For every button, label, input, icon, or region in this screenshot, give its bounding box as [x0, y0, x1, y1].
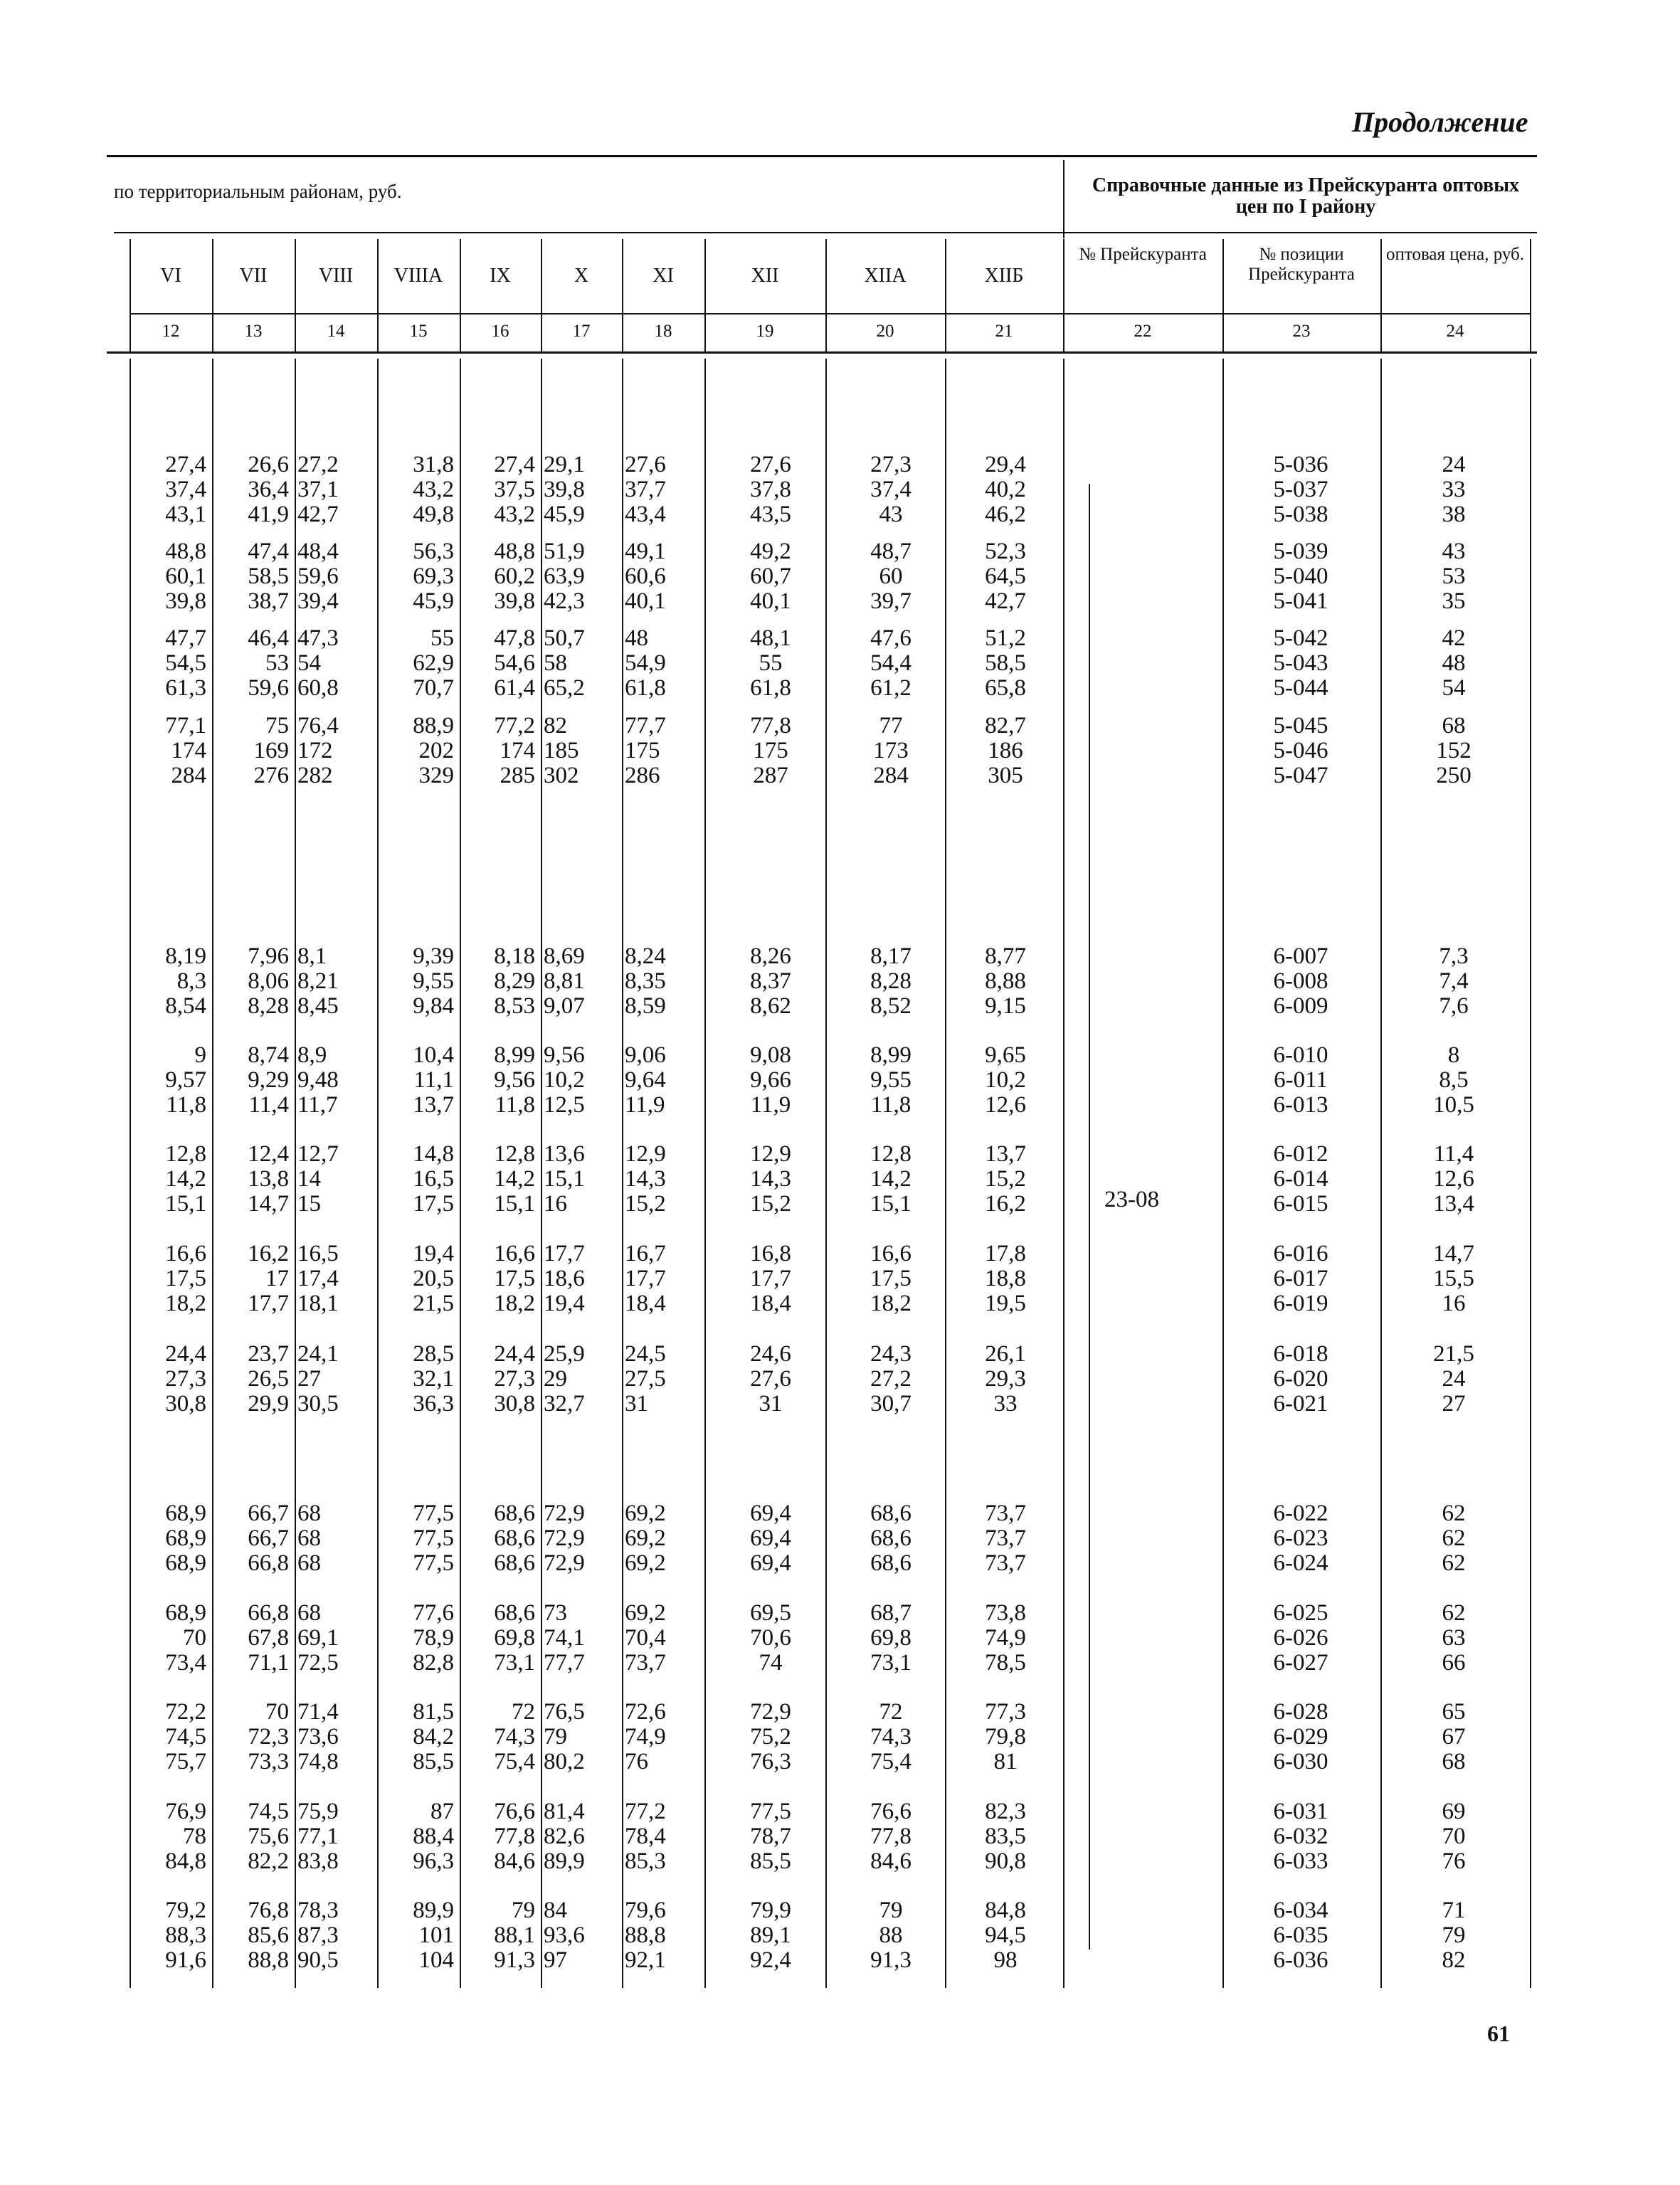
- column-header: VII: [239, 265, 268, 287]
- table-cell: 72,9 75,2 76,3: [750, 1699, 791, 1774]
- body-col-divider: [704, 359, 706, 1988]
- table-cell: 9,56 10,2 12,5: [544, 1042, 585, 1118]
- table-cell: 76,5 79 80,2: [544, 1699, 585, 1774]
- table-cell: 8,24 8,35 8,59: [625, 943, 666, 1019]
- table-cell: 76,8 85,6 88,8: [248, 1898, 289, 1973]
- table-cell: 27,2 37,1 42,7: [297, 452, 339, 527]
- table-cell: 65 67 68: [1442, 1699, 1466, 1774]
- table-cell: 16,2 17 17,7: [248, 1241, 289, 1316]
- table-cell: 84,8 94,5 98: [985, 1898, 1026, 1973]
- body-col-divider: [945, 359, 946, 1988]
- column-number: 18: [654, 322, 672, 341]
- table-cell: 76,9 78 84,8: [165, 1799, 206, 1874]
- table-cell: 8,69 8,81 9,07: [544, 943, 585, 1019]
- table-cell: 77,2 174 285: [494, 713, 535, 788]
- table-cell: 10,4 11,1 13,7: [413, 1042, 454, 1118]
- table-cell: 27,3 37,4 43: [870, 452, 912, 527]
- table-cell: 79,9 89,1 92,4: [750, 1898, 791, 1973]
- section-divider: [1063, 160, 1064, 238]
- table-cell: 12,8 14,2 15,1: [494, 1141, 535, 1217]
- table-cell: 25,9 29 32,7: [544, 1341, 585, 1417]
- body-col-divider: [825, 359, 827, 1988]
- table-cell: 51,9 63,9 42,3: [544, 539, 585, 614]
- table-cell: 55 62,9 70,7: [413, 625, 454, 701]
- table-cell: 76,6 77,8 84,6: [870, 1799, 912, 1874]
- table-cell: 6-010 6-011 6-013: [1273, 1042, 1328, 1118]
- table-cell: 9,08 9,66 11,9: [750, 1042, 791, 1118]
- column-number: 13: [244, 322, 263, 341]
- table-cell: 9,39 9,55 9,84: [413, 943, 454, 1019]
- table-cell: 77,1 174 284: [165, 713, 206, 788]
- table-cell: 66,8 67,8 71,1: [248, 1600, 289, 1676]
- column-header: XIIA: [864, 265, 907, 287]
- table-cell: 75,9 77,1 83,8: [297, 1799, 339, 1874]
- table-cell: 24,6 27,6 31: [750, 1341, 791, 1417]
- ref-column-number: 23: [1292, 322, 1311, 341]
- table-cell: 68 68 68: [297, 1501, 321, 1576]
- table-cell: 72 74,3 75,4: [494, 1699, 535, 1774]
- table-cell: 6-028 6-029 6-030: [1273, 1699, 1328, 1774]
- column-header: XIIБ: [984, 265, 1024, 287]
- column-header: VIIIA: [393, 265, 443, 287]
- table-cell: 48,1 55 61,8: [750, 625, 791, 701]
- column-number: 17: [572, 322, 591, 341]
- table-cell: 77,5 77,5 77,5: [413, 1501, 454, 1576]
- table-cell: 12,8 14,2 15,1: [870, 1141, 912, 1217]
- column-header: VIII: [318, 265, 354, 287]
- body-col-divider: [541, 359, 542, 1988]
- table-cell: 6-025 6-026 6-027: [1273, 1600, 1328, 1676]
- body-col-divider: [1063, 359, 1064, 1988]
- table-cell: 62 62 62: [1442, 1501, 1466, 1576]
- table-cell: 49,1 60,6 40,1: [625, 539, 666, 614]
- table-cell: 69 70 76: [1442, 1799, 1466, 1874]
- table-cell: 75 169 276: [253, 713, 289, 788]
- table-cell: 78,3 87,3 90,5: [297, 1898, 339, 1973]
- table-cell: 81,5 84,2 85,5: [413, 1699, 454, 1774]
- table-cell: 12,9 14,3 15,2: [625, 1141, 666, 1217]
- table-cell: 66,7 66,7 66,8: [248, 1501, 289, 1576]
- table-cell: 5-036 5-037 5-038: [1273, 452, 1328, 527]
- table-cell: 27,4 37,5 43,2: [494, 452, 535, 527]
- table-cell: 49,2 60,7 40,1: [750, 539, 791, 614]
- bracket-line: [1089, 484, 1090, 1949]
- table-cell: 68,9 68,9 68,9: [165, 1501, 206, 1576]
- table-cell: 27,6 37,7 43,4: [625, 452, 666, 527]
- page-number: 61: [1487, 2021, 1510, 2046]
- table-cell: 24,4 27,3 30,8: [494, 1341, 535, 1417]
- table-cell: 8,1 8,21 8,45: [297, 943, 339, 1019]
- table-cell: 12,9 14,3 15,2: [750, 1141, 791, 1217]
- table-cell: 73 74,1 77,7: [544, 1600, 585, 1676]
- table-cell: 12,8 14,2 15,1: [165, 1141, 206, 1217]
- table-cell: 9 9,57 11,8: [165, 1042, 206, 1118]
- header-num-rule: [130, 313, 1530, 314]
- ref-column-header: № Прейскуранта: [1079, 245, 1207, 264]
- table-cell: 72 74,3 75,4: [870, 1699, 912, 1774]
- table-cell: 52,3 64,5 42,7: [985, 539, 1026, 614]
- table-cell: 88,9 202 329: [413, 713, 454, 788]
- table-cell: 87 88,4 96,3: [413, 1799, 454, 1874]
- ref-column-header: оптовая цена, руб.: [1385, 245, 1525, 264]
- table-cell: 69,2 70,4 73,7: [625, 1600, 666, 1676]
- table-cell: 8,99 9,56 11,8: [494, 1042, 535, 1118]
- column-number: 19: [756, 322, 774, 341]
- table-cell: 8,99 9,55 11,8: [870, 1042, 912, 1118]
- column-number: 21: [995, 322, 1013, 341]
- continuation-label: Продолжение: [1352, 106, 1528, 138]
- table-cell: 6-018 6-020 6-021: [1273, 1341, 1328, 1417]
- column-number: 14: [327, 322, 345, 341]
- table-cell: 47,3 54 60,8: [297, 625, 339, 701]
- table-cell: 74,5 75,6 82,2: [248, 1799, 289, 1874]
- column-header: VI: [160, 265, 181, 287]
- table-cell: 43 53 35: [1442, 539, 1466, 614]
- table-cell: 17,7 18,6 19,4: [544, 1241, 585, 1316]
- table-cell: 8,18 8,29 8,53: [494, 943, 535, 1019]
- caption-right: Справочные данные из Прейскуранта оптовых цен по I району: [1092, 174, 1520, 218]
- table-cell: 82,3 83,5 90,8: [985, 1799, 1026, 1874]
- table-cell: 16,6 17,5 18,2: [494, 1241, 535, 1316]
- column-number: 20: [876, 322, 894, 341]
- table-cell: 24 33 38: [1442, 452, 1466, 527]
- table-cell: 5-045 5-046 5-047: [1273, 713, 1328, 788]
- table-cell: 17,8 18,8 19,5: [985, 1241, 1026, 1316]
- table-cell: 70 72,3 73,3: [248, 1699, 289, 1774]
- top-rule-right: [1067, 155, 1537, 157]
- table-cell: 16,7 17,7 18,4: [625, 1241, 666, 1316]
- caption-left: по территориальным районам, руб.: [114, 181, 402, 202]
- table-cell: 79,6 88,8 92,1: [625, 1898, 666, 1973]
- table-cell: 12,4 13,8 14,7: [248, 1141, 289, 1217]
- table-cell: 68 152 250: [1436, 713, 1472, 788]
- table-cell: 8,26 8,37 8,62: [750, 943, 791, 1019]
- table-cell: 8,74 9,29 11,4: [248, 1042, 289, 1118]
- ref-column-header: № позиции Прейскуранта: [1248, 245, 1355, 284]
- table-cell: 48,8 60,1 39,8: [165, 539, 206, 614]
- table-cell: 29,4 40,2 46,2: [985, 452, 1026, 527]
- table-cell: 82 185 302: [544, 713, 579, 788]
- ref-column-number: 24: [1446, 322, 1464, 341]
- table-cell: 79 88,1 91,3: [494, 1898, 535, 1973]
- table-cell: 5-042 5-043 5-044: [1273, 625, 1328, 701]
- table-cell: 6-022 6-023 6-024: [1273, 1501, 1328, 1576]
- table-cell: 29,1 39,8 45,9: [544, 452, 585, 527]
- table-cell: 71 79 82: [1442, 1898, 1466, 1973]
- table-cell: 48,7 60 39,7: [870, 539, 912, 614]
- table-cell: 8,77 8,88 9,15: [985, 943, 1026, 1019]
- table-cell: 56,3 69,3 45,9: [413, 539, 454, 614]
- table-cell: 71,4 73,6 74,8: [297, 1699, 339, 1774]
- table-cell: 26,1 29,3 33: [985, 1341, 1026, 1417]
- table-cell: 6-012 6-014 6-015: [1273, 1141, 1328, 1217]
- table-cell: 9,06 9,64 11,9: [625, 1042, 666, 1118]
- table-cell: 77,8 175 287: [750, 713, 791, 788]
- table-cell: 51,2 58,5 65,8: [985, 625, 1026, 701]
- table-cell: 27,4 37,4 43,1: [165, 452, 206, 527]
- table-cell: 13,6 15,1 16: [544, 1141, 585, 1217]
- table-cell: 73,8 74,9 78,5: [985, 1600, 1026, 1676]
- table-cell: 24,1 27 30,5: [297, 1341, 339, 1417]
- table-cell: 77,3 79,8 81: [985, 1699, 1026, 1774]
- header-bottom-rule: [107, 351, 1537, 354]
- table-cell: 47,7 54,5 61,3: [165, 625, 206, 701]
- table-cell: 9,65 10,2 12,6: [985, 1042, 1026, 1118]
- table-cell: 6-016 6-017 6-019: [1273, 1241, 1328, 1316]
- table-cell: 69,5 70,6 74: [750, 1600, 791, 1676]
- table-cell: 47,4 58,5 38,7: [248, 539, 289, 614]
- table-cell: 69,2 69,2 69,2: [625, 1501, 666, 1576]
- table-cell: 72,9 72,9 72,9: [544, 1501, 585, 1576]
- top-rule: [107, 155, 1103, 157]
- table-cell: 31,8 43,2 49,8: [413, 452, 454, 527]
- table-cell: 7,3 7,4 7,6: [1439, 943, 1469, 1019]
- column-number: 12: [162, 322, 180, 341]
- table-cell: 8,19 8,3 8,54: [165, 943, 206, 1019]
- table-cell: 8,9 9,48 11,7: [297, 1042, 339, 1118]
- table-cell: 89,9 101 104: [413, 1898, 454, 1973]
- table-cell: 26,6 36,4 41,9: [248, 452, 289, 527]
- table-cell: 24,5 27,5 31: [625, 1341, 666, 1417]
- ref-column-number: 22: [1134, 322, 1152, 341]
- column-number: 16: [491, 322, 509, 341]
- table-cell: 68,6 68,6 68,6: [494, 1501, 535, 1576]
- table-cell: 11,4 12,6 13,4: [1433, 1141, 1474, 1217]
- table-cell: 77 173 284: [873, 713, 909, 788]
- caption-rule: [114, 232, 1537, 233]
- table-cell: 42 48 54: [1442, 625, 1466, 701]
- table-cell: 77,5 78,7 85,5: [750, 1799, 791, 1874]
- table-cell: 48,8 60,2 39,8: [494, 539, 535, 614]
- table-cell: 24,4 27,3 30,8: [165, 1341, 206, 1417]
- table-cell: 84 93,6 97: [544, 1898, 585, 1973]
- table-cell: 72,2 74,5 75,7: [165, 1699, 206, 1774]
- table-cell: 69,4 69,4 69,4: [750, 1501, 791, 1576]
- header-col-divider: [1530, 239, 1531, 351]
- table-cell: 6-031 6-032 6-033: [1273, 1799, 1328, 1874]
- table-cell: 76,6 77,8 84,6: [494, 1799, 535, 1874]
- body-col-divider: [1380, 359, 1382, 1988]
- table-cell: 48,4 59,6 39,4: [297, 539, 339, 614]
- body-col-divider: [295, 359, 296, 1988]
- table-cell: 79 88 91,3: [870, 1898, 912, 1973]
- table-cell: 7,96 8,06 8,28: [248, 943, 289, 1019]
- table-cell: 82,7 186 305: [985, 713, 1026, 788]
- table-cell: 12,7 14 15: [297, 1141, 339, 1217]
- table-cell: 5-039 5-040 5-041: [1273, 539, 1328, 614]
- table-cell: 72,6 74,9 76: [625, 1699, 666, 1774]
- table-cell: 13,7 15,2 16,2: [985, 1141, 1026, 1217]
- column-header: X: [574, 265, 589, 287]
- table-cell: 8 8,5 10,5: [1433, 1042, 1474, 1118]
- column-header: XI: [653, 265, 674, 287]
- table-cell: 19,4 20,5 21,5: [413, 1241, 454, 1316]
- table-cell: 77,2 78,4 85,3: [625, 1799, 666, 1874]
- table-cell: 16,6 17,5 18,2: [870, 1241, 912, 1316]
- table-cell: 16,6 17,5 18,2: [165, 1241, 206, 1316]
- table-cell: 27,6 37,8 43,5: [750, 452, 791, 527]
- table-cell: 8,17 8,28 8,52: [870, 943, 912, 1019]
- table-cell: 76,4 172 282: [297, 713, 339, 788]
- table-cell: 68,9 70 73,4: [165, 1600, 206, 1676]
- table-cell: 46,4 53 59,6: [248, 625, 289, 701]
- body-col-divider: [622, 359, 623, 1988]
- table-cell: 24,3 27,2 30,7: [870, 1341, 912, 1417]
- table-cell: 79,2 88,3 91,6: [165, 1898, 206, 1973]
- table-cell: 14,7 15,5 16: [1433, 1241, 1474, 1316]
- table-cell: 48 54,9 61,8: [625, 625, 666, 701]
- table-cell: 47,6 54,4 61,2: [870, 625, 912, 701]
- table-cell: 77,6 78,9 82,8: [413, 1600, 454, 1676]
- body-col-divider: [1530, 359, 1531, 1988]
- pricelist-number: 23-08: [1104, 1187, 1159, 1212]
- table-cell: 62 63 66: [1442, 1600, 1466, 1676]
- table-cell: 77,7 175 286: [625, 713, 666, 788]
- column-header: XII: [751, 265, 779, 287]
- column-number: 15: [409, 322, 428, 341]
- table-cell: 14,8 16,5 17,5: [413, 1141, 454, 1217]
- table-cell: 21,5 24 27: [1433, 1341, 1474, 1417]
- table-cell: 73,7 73,7 73,7: [985, 1501, 1026, 1576]
- table-cell: 6-034 6-035 6-036: [1273, 1898, 1328, 1973]
- table-cell: 68,6 69,8 73,1: [494, 1600, 535, 1676]
- table-cell: 47,8 54,6 61,4: [494, 625, 535, 701]
- table-cell: 6-007 6-008 6-009: [1273, 943, 1328, 1019]
- column-header: IX: [490, 265, 511, 287]
- table-cell: 68 69,1 72,5: [297, 1600, 339, 1676]
- table-cell: 81,4 82,6 89,9: [544, 1799, 585, 1874]
- table-cell: 16,8 17,7 18,4: [750, 1241, 791, 1316]
- table-cell: 16,5 17,4 18,1: [297, 1241, 339, 1316]
- table-cell: 23,7 26,5 29,9: [248, 1341, 289, 1417]
- table-cell: 68,7 69,8 73,1: [870, 1600, 912, 1676]
- table-cell: 28,5 32,1 36,3: [413, 1341, 454, 1417]
- table-cell: 68,6 68,6 68,6: [870, 1501, 912, 1576]
- table-cell: 50,7 58 65,2: [544, 625, 585, 701]
